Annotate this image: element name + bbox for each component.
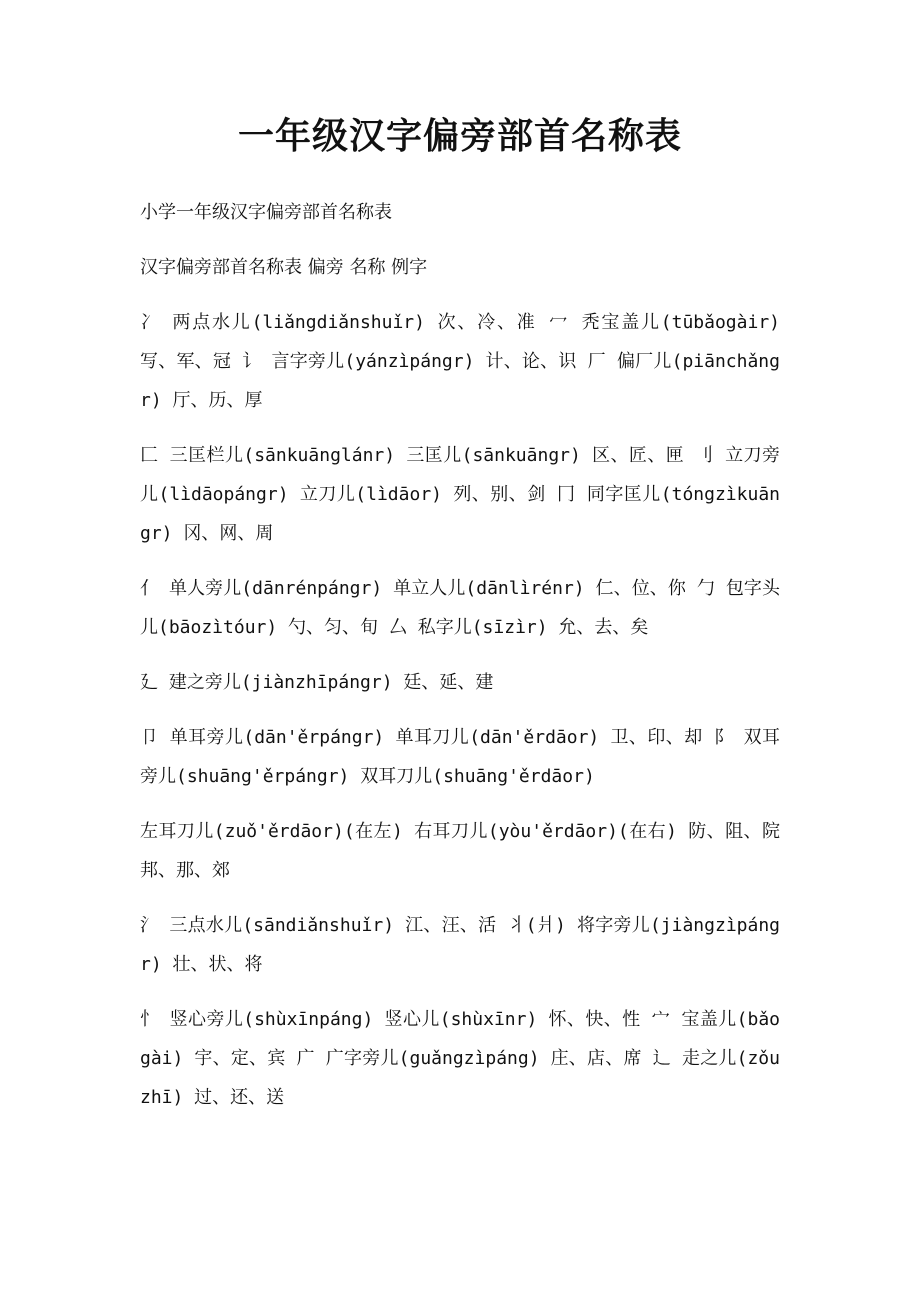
paragraph-radical-group: 匚 三匡栏儿(sānkuānglánr) 三匡儿(sānkuāngr) 区、匠、匣 刂 立刀旁儿(lìdāopángr) 立刀儿(lìdāor) 列、别、剑 冂 同字匡儿(tóngzìkuāngr) 冈、网、周 xyxy=(140,445,780,544)
paragraph-subtitle: 小学一年级汉字偏旁部首名称表 xyxy=(140,202,392,223)
paragraph-radical-group: 冫 两点水儿(liǎngdiǎnshuǐr) 次、冷、准 冖 秃宝盖儿(tūbǎogàir) 写、军、冠 讠 言字旁儿(yánzìpángr) 计、论、识 厂 偏厂儿(piānchǎngr) 厅、历、厚 xyxy=(140,312,780,411)
document-body xyxy=(140,193,780,1117)
paragraph-radical-group: 左耳刀儿(zuǒ'ěrdāor)(在左) 右耳刀儿(yòu'ěrdāor)(在右) 防、阻、院邦、那、郊 xyxy=(140,821,780,881)
paragraph-radical-group: 廴 建之旁儿(jiànzhīpángr) 廷、延、建 xyxy=(140,672,494,693)
paragraph-table-header: 汉字偏旁部首名称表 偏旁 名称 例字 xyxy=(140,257,428,278)
page-title: 一年级汉字偏旁部首名称表 xyxy=(237,115,682,157)
paragraph-radical-group: 亻 单人旁儿(dānrénpángr) 单立人儿(dānlìrénr) 仁、位、你 勹 包字头儿(bāozìtóur) 勺、匀、旬 厶 私字儿(sīzìr) 允、去、矣 xyxy=(140,578,780,638)
paragraph-radical-group: 忄 竖心旁儿(shùxīnpáng) 竖心儿(shùxīnr) 怀、快、性 宀 宝盖儿(bǎogài) 宇、定、宾 广 广字旁儿(guǎngzìpáng) 庄、店、席 辶 走之儿(zǒuzhī) 过、还、送 xyxy=(140,1009,780,1108)
paragraph-radical-group: 氵 三点水儿(sāndiǎnshuǐr) 江、汪、活 丬(爿) 将字旁儿(jiàngzìpángr) 壮、状、将 xyxy=(140,915,780,975)
paragraph-radical-group: 卩 单耳旁儿(dān'ěrpángr) 单耳刀儿(dān'ěrdāor) 卫、印、却 阝 双耳旁儿(shuāng'ěrpángr) 双耳刀儿(shuāng'ěrdāor) xyxy=(140,727,780,787)
